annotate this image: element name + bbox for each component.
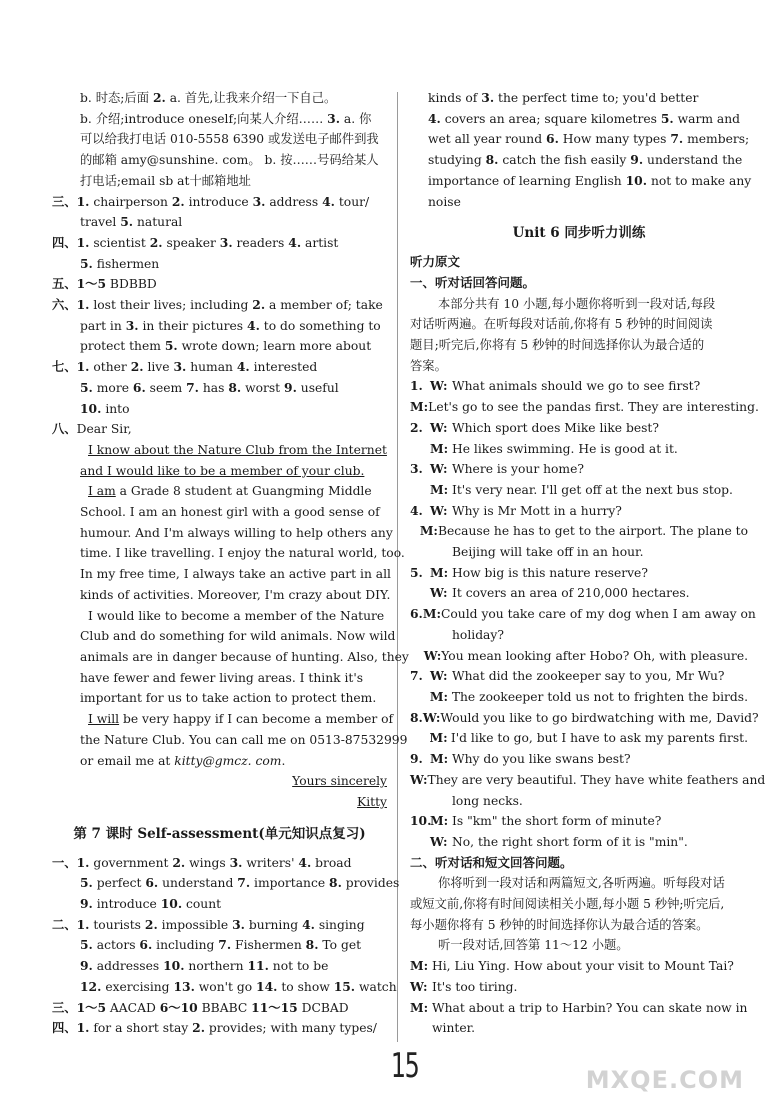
answer-line: 二、1. tourists 2. impossible 3. burning 4. singing xyxy=(52,916,365,932)
answer-line: 一、1. government 2. wings 3. writers' 4. broad xyxy=(52,854,352,870)
dialogue-line xyxy=(410,1018,748,1039)
dialogue-text: You mean looking after Hobo? Oh, with pleasure. xyxy=(441,648,748,663)
dialogue-text: Is "km" the short form of minute? xyxy=(452,814,662,829)
right-column xyxy=(410,88,765,1039)
answer-line: In my free time, I always take an active part in all xyxy=(80,567,391,582)
answer-line: 5. actors 6. including 7. Fishermen 8. To get xyxy=(80,937,362,953)
answer-line: 5. perfect 6. understand 7. importance 8. provides xyxy=(80,875,400,891)
answer-line: 七、1. other 2. live 3. human 4. interested xyxy=(52,359,318,375)
left-column xyxy=(52,88,409,1039)
dialogue-line xyxy=(410,521,748,542)
dialogue-text: Would you like to go birdwatching with me, David? xyxy=(440,710,759,725)
dialogue-text: Why is Mr Mott in a hurry? xyxy=(452,503,622,518)
dialogue-line xyxy=(410,542,748,563)
answer-line: or email me at kitty@gmcz. com. xyxy=(80,753,286,768)
answer-line: I know about the Nature Club from the Internet xyxy=(88,442,387,457)
dialogue-line xyxy=(410,728,748,749)
answer-line: 10. into xyxy=(80,400,130,416)
answer-line: 四、1. for a short stay 2. provides; with many types/ xyxy=(52,1020,377,1036)
question-number: 5. xyxy=(410,564,423,580)
dialogue-line xyxy=(410,998,748,1019)
question-number: 10. xyxy=(410,813,432,829)
speaker-label: W: xyxy=(422,709,441,725)
answer-line: I am a Grade 8 student at Guangming Middle xyxy=(88,484,372,499)
dialogue-line xyxy=(410,977,748,998)
dialogue-text: It covers an area of 210,000 hectares. xyxy=(452,586,690,601)
speaker-label: W: xyxy=(430,833,448,849)
instruction-line: 每小题你将有 5 秒钟的时间选择你认为最合适的答案。 xyxy=(410,917,709,932)
speaker-label: W: xyxy=(430,502,448,518)
dialogue-line xyxy=(410,687,748,708)
speaker-label: M: xyxy=(429,688,449,704)
answer-line: have fewer and fewer living areas. I think it's xyxy=(80,670,364,685)
speaker-label: M: xyxy=(430,564,449,580)
answer-line: 八、Dear Sir, xyxy=(52,421,132,437)
watermark-logo: MXQE.COM xyxy=(585,1066,744,1094)
dialogue2-list xyxy=(410,956,748,1039)
answer-line: time. I like travelling. I enjoy the natural world, too. xyxy=(80,546,405,561)
dialogue-text: The zookeeper told us not to frighten the birds. xyxy=(451,689,748,704)
answer-line: travel 5. natural xyxy=(80,214,183,230)
answer-line: kinds of activities. Moreover, I'm crazy about DIY. xyxy=(80,587,391,602)
answer-line: 五、1～5 BDBBD xyxy=(52,276,157,292)
speaker-label: M: xyxy=(422,606,441,622)
speaker-label: W: xyxy=(410,978,428,994)
answer-line: I would like to become a member of the Nature xyxy=(88,608,385,623)
answer-line: 5. more 6. seem 7. has 8. worst 9. useful xyxy=(80,379,339,395)
speaker-label: M: xyxy=(430,481,449,497)
left-answer-lines xyxy=(52,88,409,813)
question-number: 4. xyxy=(410,502,423,518)
speaker-label: W: xyxy=(410,771,428,787)
answer-line: studying 8. catch the fish easily 9. understand the xyxy=(428,152,743,168)
answer-line: 六、1. lost their lives; including 2. a member of; take xyxy=(52,297,383,313)
dialogue-line xyxy=(410,708,759,729)
unit-title: Unit 6 同步听力训练 xyxy=(512,225,646,242)
part2-intro xyxy=(410,873,748,956)
speaker-label: M: xyxy=(419,523,438,539)
dialogue-line xyxy=(410,376,748,397)
question-number xyxy=(410,583,430,604)
question-number xyxy=(410,646,424,667)
question-number: 8. xyxy=(410,709,423,725)
dialogue-line xyxy=(410,811,748,832)
answer-line: 三、1～5 AACAD 6～10 BBABC 11～15 DCBAD xyxy=(52,999,349,1015)
dialogue-text: They are very beautiful. They have white feathers and xyxy=(427,772,765,787)
dialogue-line xyxy=(410,956,748,977)
speaker-label: W: xyxy=(430,585,448,601)
speaker-label: M: xyxy=(429,730,448,746)
speaker-label: W: xyxy=(423,647,442,663)
instruction-line: 你将听到一段对话和两篇短文,各听两遍。听每段对话 xyxy=(438,876,725,891)
lesson7-title: 第 7 课时 Self-assessment(单元知识点复习) xyxy=(73,825,366,842)
answer-line: Yours sincerely xyxy=(292,774,387,789)
question-number: 1. xyxy=(410,378,423,394)
dialogue-text: Why do you like swans best? xyxy=(452,752,631,767)
dialogue-line xyxy=(410,583,748,604)
question-number xyxy=(410,480,430,501)
speaker-label: M: xyxy=(430,440,449,456)
dialogue-text: I'd like to go, but I have to ask my parents first. xyxy=(450,731,748,746)
speaker-label: M: xyxy=(410,399,429,415)
dialogue-text: He likes swimming. He is good at it. xyxy=(452,441,678,456)
dialogue-text: holiday? xyxy=(452,627,504,642)
column-divider xyxy=(397,92,398,1042)
answer-line: important for us to take action to protect them. xyxy=(80,691,377,706)
question-number: 9. xyxy=(410,751,423,767)
answer-line: b. 介绍;introduce oneself;向某人介绍…… 3. a. 你 xyxy=(80,110,372,126)
dialogue-text: No, the right short form of it is "min". xyxy=(452,834,688,849)
dialogue-text: winter. xyxy=(432,1021,476,1036)
part1-intro xyxy=(410,294,748,377)
dialogue-line xyxy=(410,770,765,791)
page-number: 15 xyxy=(390,1046,419,1086)
speaker-label: W: xyxy=(430,461,448,477)
dialogue-line xyxy=(410,501,748,522)
dialogue-line xyxy=(410,666,748,687)
dialogue-line xyxy=(410,749,748,770)
answer-line: 打电话;email sb at十邮箱地址 xyxy=(80,173,251,188)
dialogue-line xyxy=(410,439,748,460)
speaker-label: M: xyxy=(410,958,429,974)
answer-line: protect them 5. wrote down; learn more about xyxy=(80,338,372,354)
answer-line: part in 3. in their pictures 4. to do something to xyxy=(80,317,381,333)
dialogue-text: Beijing will take off in an hour. xyxy=(452,545,644,560)
speaker-label: M: xyxy=(410,999,429,1015)
part2-heading: 二、听对话和短文回答问题。 xyxy=(410,854,573,870)
question-number xyxy=(410,439,430,460)
answer-line: 的邮箱 amy@sunshine. com。 b. 按……号码给某人 xyxy=(80,153,379,168)
dialogue-line xyxy=(410,604,756,625)
answer-line: 4. covers an area; square kilometres 5. warm and xyxy=(428,110,741,126)
dialogue-line xyxy=(410,625,748,646)
answer-line: I will be very happy if I can become a member of xyxy=(88,712,394,727)
instruction-line: 答案。 xyxy=(410,358,447,373)
answer-line: Kitty xyxy=(357,794,387,809)
dialogue-line xyxy=(410,418,748,439)
instruction-line: 听一段对话,回答第 11～12 小题。 xyxy=(438,938,629,953)
dialogue-line xyxy=(410,459,748,480)
dialogue-text: Because he has to get to the airport. The plane to xyxy=(437,524,748,539)
speaker-label: W: xyxy=(430,419,448,435)
question-number: 6. xyxy=(410,606,423,622)
dialogue-text: It's very near. I'll get off at the next bus stop. xyxy=(452,482,733,497)
dialogue-line xyxy=(410,397,759,418)
answer-line: noise xyxy=(428,194,461,209)
answer-line: 9. addresses 10. northern 11. not to be xyxy=(80,958,329,974)
speaker-label: M: xyxy=(430,813,449,829)
dialogue-text: long necks. xyxy=(452,793,523,808)
dialogue-text: Where is your home? xyxy=(452,462,584,477)
instruction-line: 本部分共有 10 小题,每小题你将听到一段对话,每段 xyxy=(438,296,716,311)
question-number xyxy=(410,521,420,542)
answer-line: b. 时态;后面 2. a. 首先,让我来介绍一下自己。 xyxy=(80,90,337,105)
answer-line: School. I am an honest girl with a good sense of xyxy=(80,505,380,520)
dialogue-text: What about a trip to Harbin? You can skate now in xyxy=(432,1000,748,1015)
dialogue-text: What animals should we go to see first? xyxy=(452,379,701,394)
answer-line: 12. exercising 13. won't go 14. to show 15. watch xyxy=(80,978,397,994)
dialogue-text: Could you take care of my dog when I am away on xyxy=(441,607,756,622)
dialogue-line xyxy=(410,646,748,667)
question-number: 7. xyxy=(410,668,423,684)
instruction-line: 或短文前,你将有时间阅读相关小题,每小题 5 秒钟;听完后, xyxy=(410,897,725,912)
answer-line: 5. fishermen xyxy=(80,255,160,271)
answer-line: kinds of 3. the perfect time to; you'd better xyxy=(428,90,699,105)
dialogue-text: What did the zookeeper say to you, Mr Wu? xyxy=(452,669,725,684)
answer-line: 四、1. scientist 2. speaker 3. readers 4. artist xyxy=(52,234,339,250)
answer-line: animals are in danger because of hunting. Also, they xyxy=(80,649,409,664)
dialogue-line xyxy=(410,791,748,812)
answer-line: and I would like to be a member of your club. xyxy=(80,463,365,478)
dialogue-line xyxy=(410,563,748,584)
instruction-line: 题目;听完后,你将有 5 秒钟的时间选择你认为最合适的 xyxy=(410,338,705,353)
dialogue-text: It's too tiring. xyxy=(432,979,518,994)
dialogue-line xyxy=(410,832,748,853)
answer-line: 可以给我打电话 010-5558 6390 或发送电子邮件到我 xyxy=(80,132,379,147)
lesson7-answer-lines xyxy=(52,853,400,1039)
question-number xyxy=(410,728,429,749)
answer-line: wet all year round 6. How many types 7. members; xyxy=(428,131,750,147)
speaker-label: W: xyxy=(430,668,448,684)
question-number xyxy=(410,687,430,708)
speaker-label: M: xyxy=(430,751,449,767)
dialogue-line xyxy=(410,480,748,501)
answer-line: the Nature Club. You can call me on 0513-87532999 xyxy=(80,732,408,747)
dialogue-text: How big is this nature reserve? xyxy=(452,565,648,580)
answer-line: 三、1. chairperson 2. introduce 3. address 4. tour/ xyxy=(52,193,370,209)
part1-heading: 一、听对话回答问题。 xyxy=(410,274,536,290)
answer-line: 9. introduce 10. count xyxy=(80,896,222,912)
question-number xyxy=(410,832,430,853)
dialogue-text: Which sport does Mike like best? xyxy=(452,420,659,435)
dialogue-text: Let's go to see the pandas first. They are interesting. xyxy=(428,400,759,415)
instruction-line: 对话听两遍。在听每段对话前,你将有 5 秒钟的时间阅读 xyxy=(410,317,713,332)
answer-line: importance of learning English 10. not to make any xyxy=(428,172,752,188)
question-number: 2. xyxy=(410,419,423,435)
dialogue-list xyxy=(410,376,765,852)
dialogue-text: Hi, Liu Ying. How about your visit to Mount Tai? xyxy=(432,959,734,974)
script-heading: 听力原文 xyxy=(410,254,461,270)
speaker-label: W: xyxy=(430,378,448,394)
answer-line: humour. And I'm always willing to help others any xyxy=(80,525,393,540)
question-number: 3. xyxy=(410,461,423,477)
right-answer-lines xyxy=(410,88,752,212)
answer-line: Club and do something for wild animals. Now wild xyxy=(80,629,396,644)
